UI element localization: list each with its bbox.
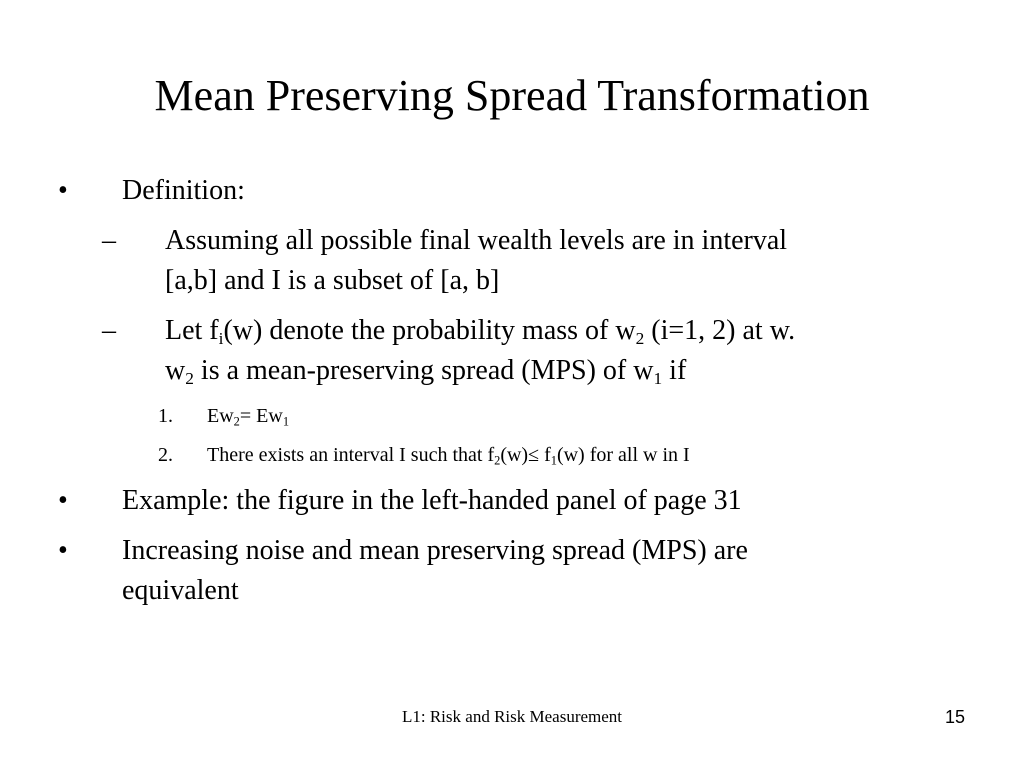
condition-1: [207, 403, 289, 429]
subscript-2: 2: [185, 368, 194, 388]
text-segment: is a mean-preserving spread (MPS) of w: [193, 355, 654, 386]
dash-marker-probability-mass: –: [102, 315, 116, 346]
text-segment: (w)≤ f: [500, 444, 551, 466]
assumption-line-2: [a,b] and I is a subset of [a, b]: [165, 265, 500, 296]
subscript-i: i: [218, 328, 224, 348]
text-segment: There exists an interval I such that f: [207, 444, 495, 466]
subscript-1: 1: [282, 414, 290, 429]
text-segment: w: [165, 355, 186, 386]
text-segment: = Ew: [239, 405, 283, 427]
subscript-1: 1: [653, 368, 663, 388]
text-segment: Let f: [165, 315, 219, 346]
bullet-marker-definition: •: [58, 175, 68, 206]
condition-number-2: 2.: [158, 444, 173, 466]
subscript-1: 1: [550, 453, 557, 468]
bullet-marker-example: •: [58, 485, 68, 516]
subscript-2: 2: [635, 328, 645, 348]
example-text: Example: the figure in the left-handed panel of page 31: [122, 485, 742, 516]
equivalence-line-2: equivalent: [122, 575, 239, 606]
equivalence-line-1: Increasing noise and mean preserving spread (MPS) are: [122, 535, 748, 566]
footer-course-title: L1: Risk and Risk Measurement: [401, 707, 623, 726]
dash-marker-assumption: –: [102, 225, 116, 256]
condition-2: [207, 442, 690, 468]
subscript-2: 2: [233, 414, 240, 429]
text-segment: if: [662, 355, 687, 386]
text-segment: (w) for all w in I: [556, 444, 690, 466]
assumption-line-1: Assuming all possible final wealth levels are in interval: [165, 225, 788, 256]
page-number: 15: [944, 707, 965, 727]
definition-label: Definition:: [122, 175, 245, 206]
text-segment: Ew: [207, 405, 234, 427]
probability-mass-line-2: [165, 354, 686, 388]
condition-number-1: 1.: [158, 405, 173, 427]
text-segment: (w) denote the probability mass of w: [223, 315, 636, 346]
probability-mass-line-1: [165, 314, 795, 348]
slide-title: Mean Preserving Spread Transformation: [154, 71, 870, 120]
bullet-marker-equivalence: •: [58, 535, 68, 566]
subscript-2: 2: [494, 453, 501, 468]
text-segment: (i=1, 2) at w.: [644, 315, 796, 346]
